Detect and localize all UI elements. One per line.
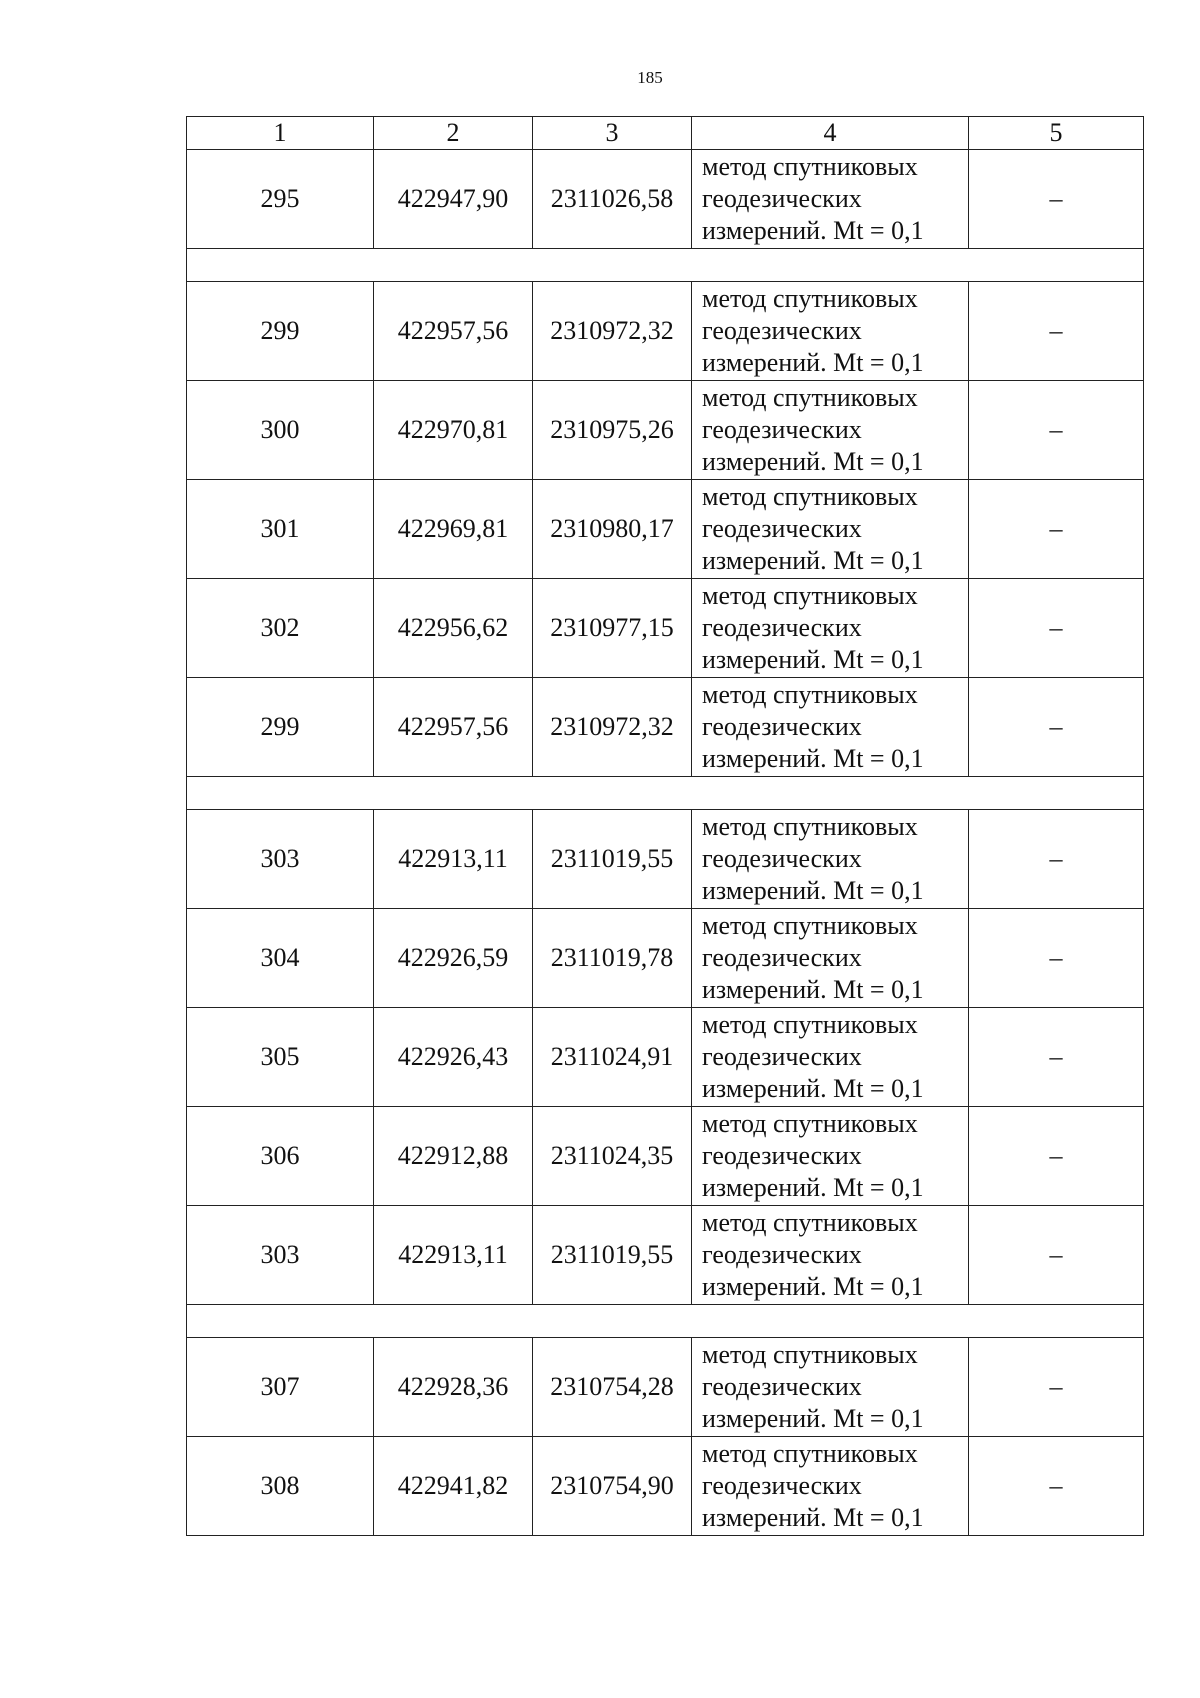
point-number-cell: 305 [187,1008,374,1107]
separator-cell [187,777,1144,810]
x-coordinate-cell: 422926,43 [374,1008,533,1107]
method-line: геодезических [702,184,862,213]
note-cell: – [969,810,1144,909]
method-line: метод спутниковых [702,1208,918,1237]
note-cell: – [969,1107,1144,1206]
x-coordinate-cell: 422941,82 [374,1437,533,1536]
point-number-cell: 302 [187,579,374,678]
method-line: метод спутниковых [702,581,918,610]
method-cell [692,1437,969,1536]
method-line: метод спутниковых [702,911,918,940]
method-line: геодезических [702,1372,862,1401]
note-cell: – [969,1338,1144,1437]
method-cell [692,1107,969,1206]
note-cell: – [969,1008,1144,1107]
method-line: геодезических [702,514,862,543]
method-line: измерений. Mt = 0,1 [702,348,924,377]
method-line: геодезических [702,1240,862,1269]
y-coordinate-cell: 2311024,91 [533,1008,692,1107]
method-line: метод спутниковых [702,383,918,412]
method-line: метод спутниковых [702,812,918,841]
note-cell: – [969,579,1144,678]
table-row [187,1206,1144,1305]
x-coordinate-cell: 422912,88 [374,1107,533,1206]
separator-row [187,777,1144,810]
method-cell [692,678,969,777]
method-line: измерений. Mt = 0,1 [702,1272,924,1301]
method-line: метод спутниковых [702,1439,918,1468]
y-coordinate-cell: 2310975,26 [533,381,692,480]
table-row [187,381,1144,480]
method-line: метод спутниковых [702,1010,918,1039]
method-line: геодезических [702,844,862,873]
y-coordinate-cell: 2311019,55 [533,1206,692,1305]
table-row [187,678,1144,777]
table-header-row [187,117,1144,150]
method-cell [692,909,969,1008]
method-line: метод спутниковых [702,482,918,511]
note-cell: – [969,282,1144,381]
x-coordinate-cell: 422913,11 [374,810,533,909]
column-header-1: 1 [187,117,374,150]
point-number-cell: 304 [187,909,374,1008]
method-cell [692,282,969,381]
note-cell: – [969,381,1144,480]
method-line: метод спутниковых [702,284,918,313]
coordinates-table [186,116,1144,1536]
method-line: измерений. Mt = 0,1 [702,447,924,476]
method-line: геодезических [702,1042,862,1071]
method-line: измерений. Mt = 0,1 [702,1173,924,1202]
point-number-cell: 299 [187,282,374,381]
table-row [187,810,1144,909]
point-number-cell: 303 [187,810,374,909]
table-row [187,909,1144,1008]
method-line: метод спутниковых [702,1109,918,1138]
page-number: 185 [637,68,663,87]
note-cell: – [969,1437,1144,1536]
x-coordinate-cell: 422913,11 [374,1206,533,1305]
method-cell [692,579,969,678]
y-coordinate-cell: 2310980,17 [533,480,692,579]
x-coordinate-cell: 422957,56 [374,678,533,777]
method-line: геодезических [702,613,862,642]
y-coordinate-cell: 2310754,90 [533,1437,692,1536]
y-coordinate-cell: 2310972,32 [533,678,692,777]
point-number-cell: 300 [187,381,374,480]
y-coordinate-cell: 2311026,58 [533,150,692,249]
method-line: измерений. Mt = 0,1 [702,744,924,773]
method-line: измерений. Mt = 0,1 [702,1503,924,1532]
method-line: измерений. Mt = 0,1 [702,216,924,245]
column-header-3: 3 [533,117,692,150]
table-row [187,150,1144,249]
method-line: метод спутниковых [702,152,918,181]
x-coordinate-cell: 422957,56 [374,282,533,381]
x-coordinate-cell: 422928,36 [374,1338,533,1437]
point-number-cell: 303 [187,1206,374,1305]
x-coordinate-cell: 422926,59 [374,909,533,1008]
method-cell [692,1206,969,1305]
table-row [187,1008,1144,1107]
method-line: измерений. Mt = 0,1 [702,546,924,575]
method-line: измерений. Mt = 0,1 [702,975,924,1004]
separator-row [187,249,1144,282]
note-cell: – [969,678,1144,777]
method-cell [692,810,969,909]
x-coordinate-cell: 422947,90 [374,150,533,249]
method-line: геодезических [702,316,862,345]
point-number-cell: 301 [187,480,374,579]
separator-cell [187,249,1144,282]
method-line: геодезических [702,415,862,444]
y-coordinate-cell: 2310977,15 [533,579,692,678]
method-cell [692,1338,969,1437]
method-line: геодезических [702,943,862,972]
method-line: измерений. Mt = 0,1 [702,876,924,905]
column-header-2: 2 [374,117,533,150]
table-row [187,579,1144,678]
table-row [187,1437,1144,1536]
table-row [187,282,1144,381]
x-coordinate-cell: 422969,81 [374,480,533,579]
note-cell: – [969,480,1144,579]
method-line: геодезических [702,1471,862,1500]
table-row [187,1338,1144,1437]
note-cell: – [969,150,1144,249]
note-cell: – [969,909,1144,1008]
separator-cell [187,1305,1144,1338]
x-coordinate-cell: 422956,62 [374,579,533,678]
point-number-cell: 295 [187,150,374,249]
table-row [187,480,1144,579]
y-coordinate-cell: 2311019,55 [533,810,692,909]
x-coordinate-cell: 422970,81 [374,381,533,480]
y-coordinate-cell: 2311024,35 [533,1107,692,1206]
method-line: измерений. Mt = 0,1 [702,1074,924,1103]
method-cell [692,381,969,480]
point-number-cell: 307 [187,1338,374,1437]
y-coordinate-cell: 2310972,32 [533,282,692,381]
point-number-cell: 306 [187,1107,374,1206]
point-number-cell: 299 [187,678,374,777]
table-row [187,1107,1144,1206]
y-coordinate-cell: 2311019,78 [533,909,692,1008]
column-header-5: 5 [969,117,1144,150]
method-line: измерений. Mt = 0,1 [702,1404,924,1433]
method-line: метод спутниковых [702,1340,918,1369]
separator-row [187,1305,1144,1338]
note-cell: – [969,1206,1144,1305]
method-line: метод спутниковых [702,680,918,709]
method-cell [692,1008,969,1107]
point-number-cell: 308 [187,1437,374,1536]
method-line: геодезических [702,712,862,741]
method-line: измерений. Mt = 0,1 [702,645,924,674]
method-cell [692,150,969,249]
method-line: геодезических [702,1141,862,1170]
y-coordinate-cell: 2310754,28 [533,1338,692,1437]
method-cell [692,480,969,579]
column-header-4: 4 [692,117,969,150]
